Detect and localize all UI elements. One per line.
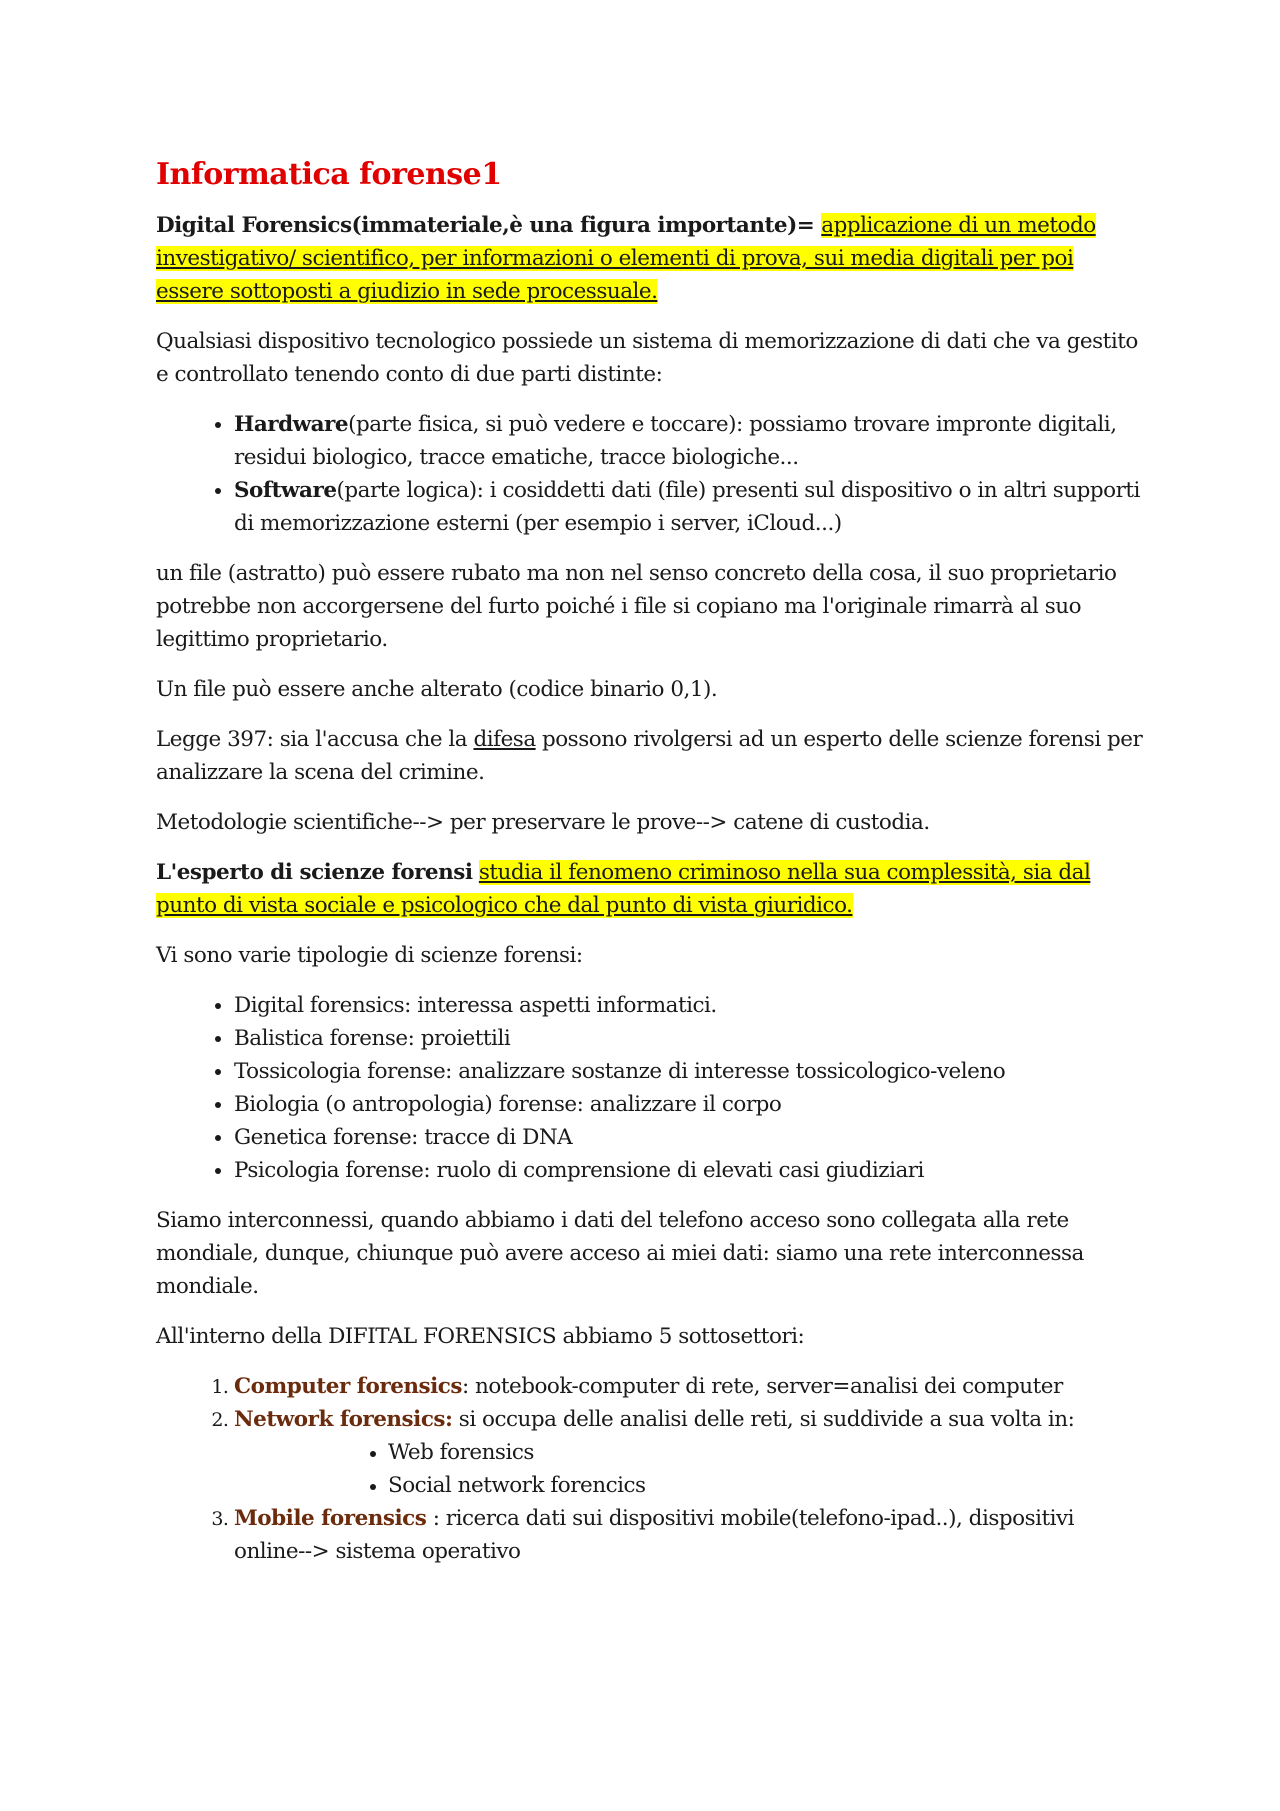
list-item: • Genetica forense: tracce di DNA (234, 1121, 1146, 1154)
part-text: (parte logica): i cosiddetti dati (file) presenti sul dispositivo o in altri supporti di memorizzazione esterni (per esempio i server, iCloud...) (234, 478, 1140, 536)
sectors-intro-paragraph: All'interno della DIFITAL FORENSICS abbiamo 5 sottosettori: (156, 1324, 805, 1349)
part-term: Software (234, 478, 337, 503)
expert-term: L'esperto di scienze forensi (156, 860, 473, 885)
file-theft-paragraph: un file (astratto) può essere rubato ma non nel senso concreto della cosa, il suo proprietario potrebbe non accorgersene del furto poiché i file si copiano ma l'originale rimarrà al suo legittimo proprietario. (156, 561, 1117, 652)
interconnection-paragraph: Siamo interconnessi, quando abbiamo i dati del telefono acceso sono collegata alla rete mondiale, dunque, chiunque può avere acceso ai miei dati: siamo una rete interconnessa mondiale. (156, 1208, 1084, 1299)
sectors-list (156, 1370, 1146, 1568)
sector-heading: Network forensics: (234, 1407, 453, 1432)
list-item (234, 408, 1146, 474)
definition-highlight: applicazione di un metodo investigativo/ scientifico, per informazioni o elementi di prova, sui media digitali per poi essere sottoposti a giudizio in sede processuale. (156, 213, 1096, 304)
law-underlined: difesa (473, 727, 536, 752)
file-alteration-paragraph: Un file può essere anche alterato (codice binario 0,1). (156, 677, 718, 702)
definition-equals: = (796, 213, 822, 238)
list-item (234, 1403, 1146, 1502)
parts-list (156, 408, 1146, 540)
sector-text: si occupa delle analisi delle reti, si suddivide a sua volta in: (452, 1407, 1075, 1432)
law-paragraph (156, 723, 1146, 789)
expert-paragraph (156, 856, 1146, 922)
list-item: • Balistica forense: proiettili (234, 1022, 1146, 1055)
definition-paragraph (156, 209, 1146, 308)
page-title: Informatica forense1 (156, 157, 502, 192)
list-item (234, 1502, 1146, 1568)
types-intro-paragraph: Vi sono varie tipologie di scienze forensi: (156, 943, 583, 968)
sector-text: : ricerca dati sui dispositivi mobile(telefono-ipad..), dispositivi online--> sistema operativo (234, 1506, 1075, 1564)
part-term: Hardware (234, 412, 349, 437)
definition-term: Digital Forensics(immateriale,è una figura importante) (156, 213, 797, 238)
document-page (156, 155, 1146, 1585)
list-item: • Tossicologia forense: analizzare sostanze di interesse tossicologico-veleno (234, 1055, 1146, 1088)
methodology-paragraph: Metodologie scientifiche--> per preservare le prove--> catene di custodia. (156, 810, 930, 835)
sector-heading: Computer forensics (234, 1374, 462, 1399)
list-item (234, 474, 1146, 540)
list-item: • Digital forensics: interessa aspetti informatici. (234, 989, 1146, 1022)
expert-highlight: studia il fenomeno criminoso nella sua complessità, sia dal punto di vista sociale e psicologico che dal punto di vista giuridico. (156, 860, 1091, 918)
intro-paragraph: Qualsiasi dispositivo tecnologico possiede un sistema di memorizzazione di dati che va gestito e controllato tenendo conto di due parti distinte: (156, 329, 1138, 387)
list-item: • Biologia (o antropologia) forense: analizzare il corpo (234, 1088, 1146, 1121)
list-item: • Social network forencics (388, 1469, 1146, 1502)
network-subsectors-list (234, 1436, 1146, 1502)
law-text-after: possono rivolgersi ad un esperto delle scienze forensi per analizzare la scena del crimine. (156, 727, 1143, 785)
list-item: • Web forensics (388, 1436, 1146, 1469)
sector-text: : notebook-computer di rete, server=analisi dei computer (461, 1374, 1063, 1399)
part-text: (parte fisica, si può vedere e toccare): possiamo trovare impronte digitali, residui biologico, tracce ematiche, tracce biologiche... (234, 412, 1117, 470)
law-text-before: Legge 397: sia l'accusa che la (156, 727, 474, 752)
sector-heading: Mobile forensics (234, 1506, 427, 1531)
list-item (234, 1370, 1146, 1403)
list-item: • Psicologia forense: ruolo di comprensione di elevati casi giudiziari (234, 1154, 1146, 1187)
types-list (156, 989, 1146, 1187)
